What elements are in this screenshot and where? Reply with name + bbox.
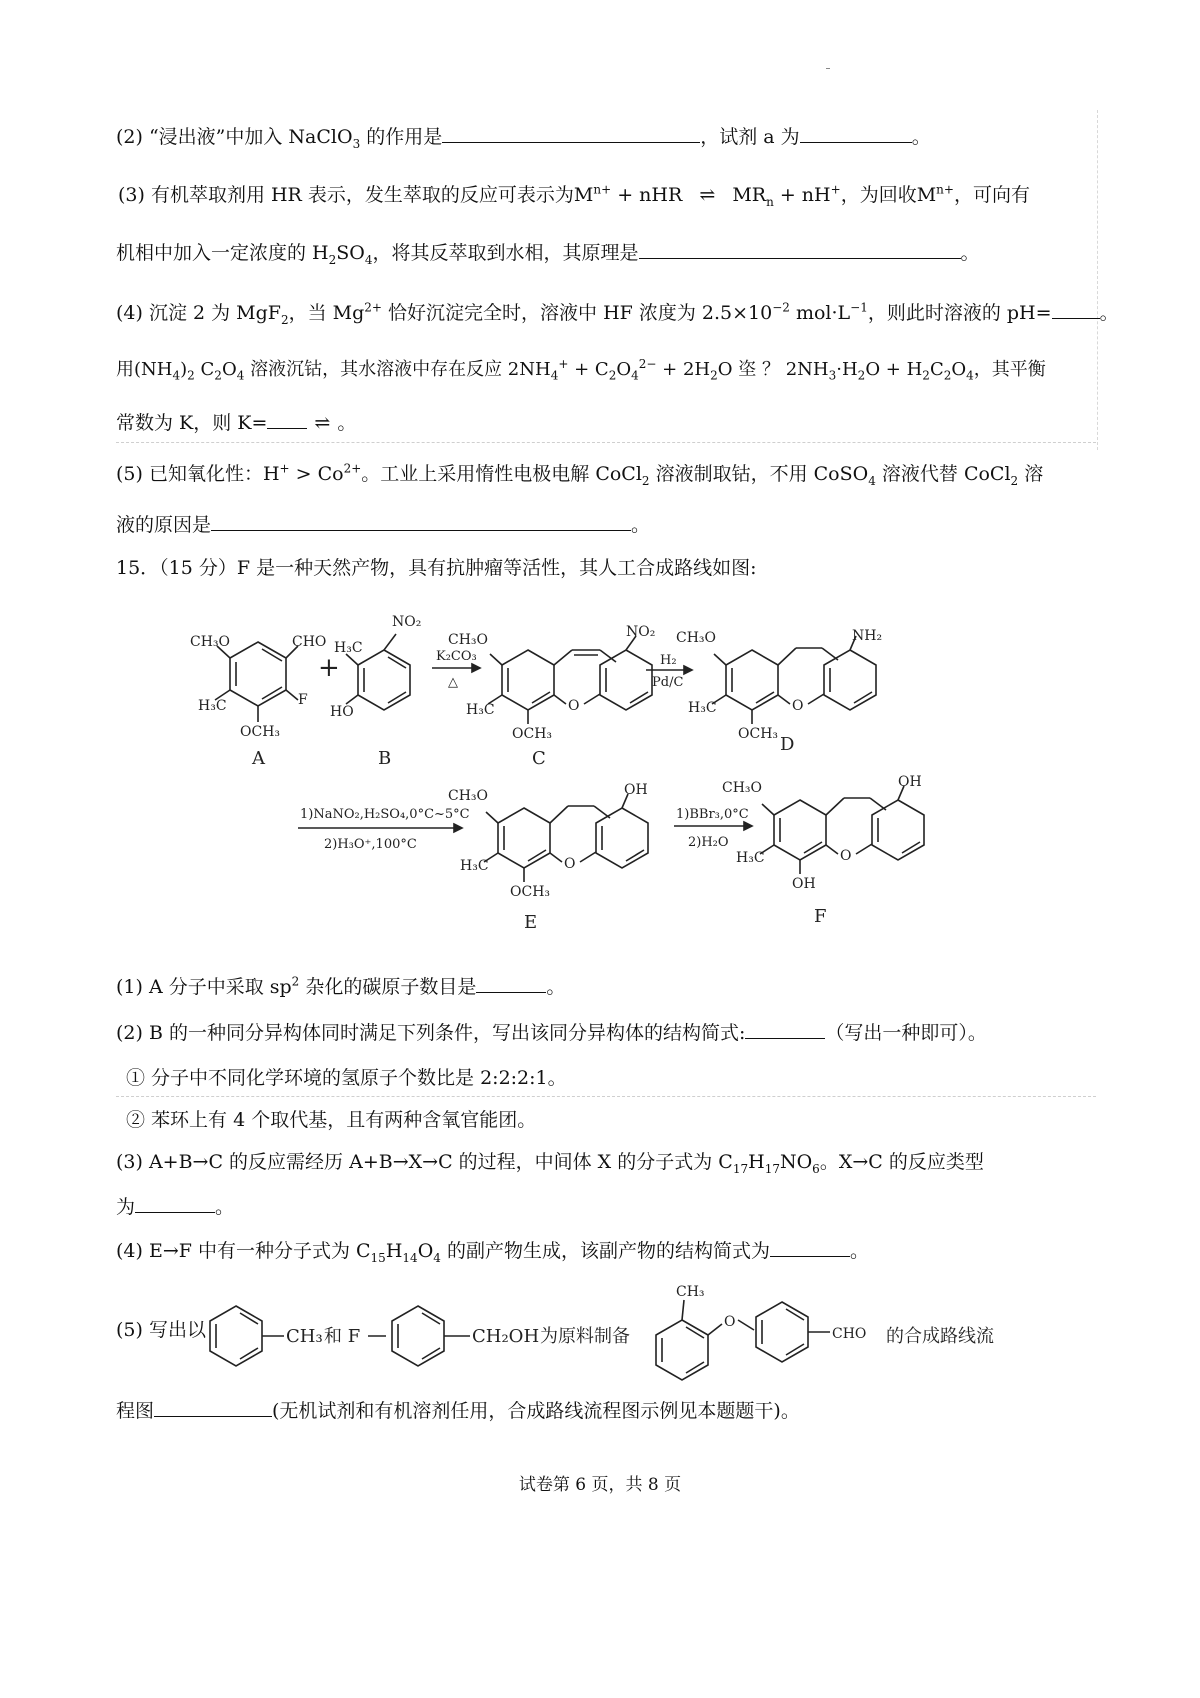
page-footer: 试卷第 6 页，共 8 页 <box>518 1475 682 1495</box>
svg-text:2)H₃O⁺,100°C: 2)H₃O⁺,100°C <box>324 837 417 852</box>
answer-blank[interactable] <box>154 1398 272 1417</box>
A-och3: OCH₃ <box>240 724 281 740</box>
target-product-structure <box>656 1300 830 1380</box>
svg-text:O: O <box>724 1314 736 1330</box>
q15-part2-cond2: ② 苯环上有 4 个取代基，且有两种含氧官能团。 <box>126 1109 537 1131</box>
E-label: E <box>524 912 538 933</box>
B-h3c: H₃C <box>334 640 363 656</box>
toluene-structure <box>210 1306 284 1366</box>
svg-text:H₃C: H₃C <box>460 858 489 874</box>
svg-text:H₃C: H₃C <box>688 700 717 716</box>
A-f: F <box>298 692 308 708</box>
fluorobenzyl-alcohol-structure <box>368 1306 470 1366</box>
q14-part4-line2: 用$(NH_4)_2$ $C_2O_4$ 溶液沉钴，其水溶液中存在反应 $2NH_4^+ + C_2O_4^{2-} + 2H_2O$ 垐 ？ $2NH_3\cdot H_2O + H_2C_2O_4$，其平衡 <box>116 357 1046 383</box>
svg-text:△: △ <box>448 675 458 690</box>
q15-part3-line2: 为 。 <box>116 1196 235 1218</box>
svg-text:的合成路线流: 的合成路线流 <box>886 1326 994 1347</box>
q15-part3-line1: (3) A+B→C 的反应需经历 A+B→X→C 的过程，中间体 X 的分子式为 $C_{17}H_{17}NO_6$。X→C 的反应类型 <box>116 1151 984 1176</box>
svg-text:2)H₂O: 2)H₂O <box>688 835 729 850</box>
q15-part1: (1) A 分子中采取 $sp^2$ 杂化的碳原子数目是 。 <box>116 974 566 998</box>
svg-text:H₃C: H₃C <box>736 850 765 866</box>
A-h3c: H₃C <box>198 698 227 714</box>
q15-header: 15．（15 分）F 是一种天然产物，具有抗肿瘤等活性，其人工合成路线如图: <box>116 557 757 579</box>
svg-text:CH₃O: CH₃O <box>722 780 763 796</box>
q15-part2: (2) B 的一种同分异构体同时满足下列条件，写出该同分异构体的结构简式: （写出一种即可）。 <box>116 1022 987 1044</box>
svg-text:为原料制备: 为原料制备 <box>540 1326 630 1347</box>
svg-text:CHO: CHO <box>832 1326 867 1342</box>
svg-text:OH: OH <box>792 876 816 892</box>
F-label: F <box>814 906 827 927</box>
q15-part2-cond1: ① 分子中不同化学环境的氢原子个数比是 2:2:2:1。 <box>126 1067 567 1089</box>
svg-text:NH₂: NH₂ <box>852 628 883 644</box>
svg-text:OH: OH <box>624 782 648 798</box>
svg-text:K₂CO₃: K₂CO₃ <box>436 649 477 664</box>
q14-part3-line2: 机相中加入一定浓度的 $H_2SO_4$，将其反萃取到水相，其原理是 。 <box>116 242 980 267</box>
svg-text:OCH₃: OCH₃ <box>510 884 551 900</box>
svg-text:OCH₃: OCH₃ <box>512 726 553 742</box>
q14-part5-line1: (5) 已知氧化性：$H^+ > Co^{2+}$。工业上采用惰性电极电解 CoCl$_2$ 溶液制取钴，不用 CoSO$_4$ 溶液代替 CoCl$_2$ 溶 <box>116 461 1044 488</box>
svg-text:CH₃O: CH₃O <box>676 630 717 646</box>
B-no2: NO₂ <box>392 614 422 630</box>
svg-text:O: O <box>792 698 804 714</box>
B-ho: HO <box>330 704 354 720</box>
q15-part5-prefix: (5) 写出以 <box>116 1319 206 1341</box>
svg-text:OH: OH <box>898 774 922 790</box>
A-cho: CHO <box>292 634 327 650</box>
plus-sign: + <box>318 653 340 683</box>
svg-text:1)BBr₃,0°C: 1)BBr₃,0°C <box>676 807 749 822</box>
q14-part4-line3: 常数为 K，则 K= ⇌ 。 <box>116 412 357 434</box>
q14-part2: (2) “浸出液”中加入 NaClO$_3$ 的作用是 ，试剂 a 为 。 <box>116 126 931 151</box>
svg-text:CH₃: CH₃ <box>676 1284 705 1300</box>
svg-text:O: O <box>568 698 580 714</box>
svg-text:CH₃: CH₃ <box>286 1326 323 1347</box>
svg-text:H₃C: H₃C <box>466 702 495 718</box>
svg-text:NO₂: NO₂ <box>626 624 656 640</box>
A-ch3o: CH₃O <box>190 634 231 650</box>
svg-text:OCH₃: OCH₃ <box>738 726 779 742</box>
q15-part5-line2: 程图 (无机试剂和有机溶剂任用，合成路线流程图示例见本题题干)。 <box>116 1400 800 1422</box>
B-label: B <box>378 748 392 769</box>
svg-text:CH₂OH: CH₂OH <box>472 1326 540 1347</box>
D-label: D <box>780 734 795 755</box>
q14-part5-line2: 液的原因是 。 <box>116 514 651 536</box>
q15-part4: (4) E→F 中有一种分子式为 $C_{15}H_{14}O_4$ 的副产物生成，该副产物的结构简式为 。 <box>116 1240 869 1265</box>
svg-text:CH₃O: CH₃O <box>448 632 489 648</box>
svg-text:1)NaNO₂,H₂SO₄,0°C~5°C: 1)NaNO₂,H₂SO₄,0°C~5°C <box>300 807 470 822</box>
svg-text:O: O <box>840 848 852 864</box>
q14-part3-line1: (3) 有机萃取剂用 HR 表示，发生萃取的反应可表示为$M^{n+}$ + nHR ⇌ $MR_n + nH^+$，为回收$M^{n+}$，可向有 <box>118 182 1030 209</box>
A-label: A <box>252 748 265 769</box>
svg-text:CH₃O: CH₃O <box>448 788 489 804</box>
svg-text:Pd/C: Pd/C <box>652 675 684 690</box>
svg-text:H₂: H₂ <box>660 653 677 668</box>
svg-text:O: O <box>564 856 576 872</box>
q14-part4-line1: (4) 沉淀 2 为 MgF$_2$，当 $Mg^{2+}$ 恰好沉淀完全时，溶液中 HF 浓度为 $2.5\times 10^{-2}$ $mol\cdot L^{-1}$，则此时溶液的 pH= 。 <box>116 300 1119 327</box>
C-label: C <box>532 748 546 769</box>
svg-text:和 F: 和 F <box>324 1326 361 1347</box>
